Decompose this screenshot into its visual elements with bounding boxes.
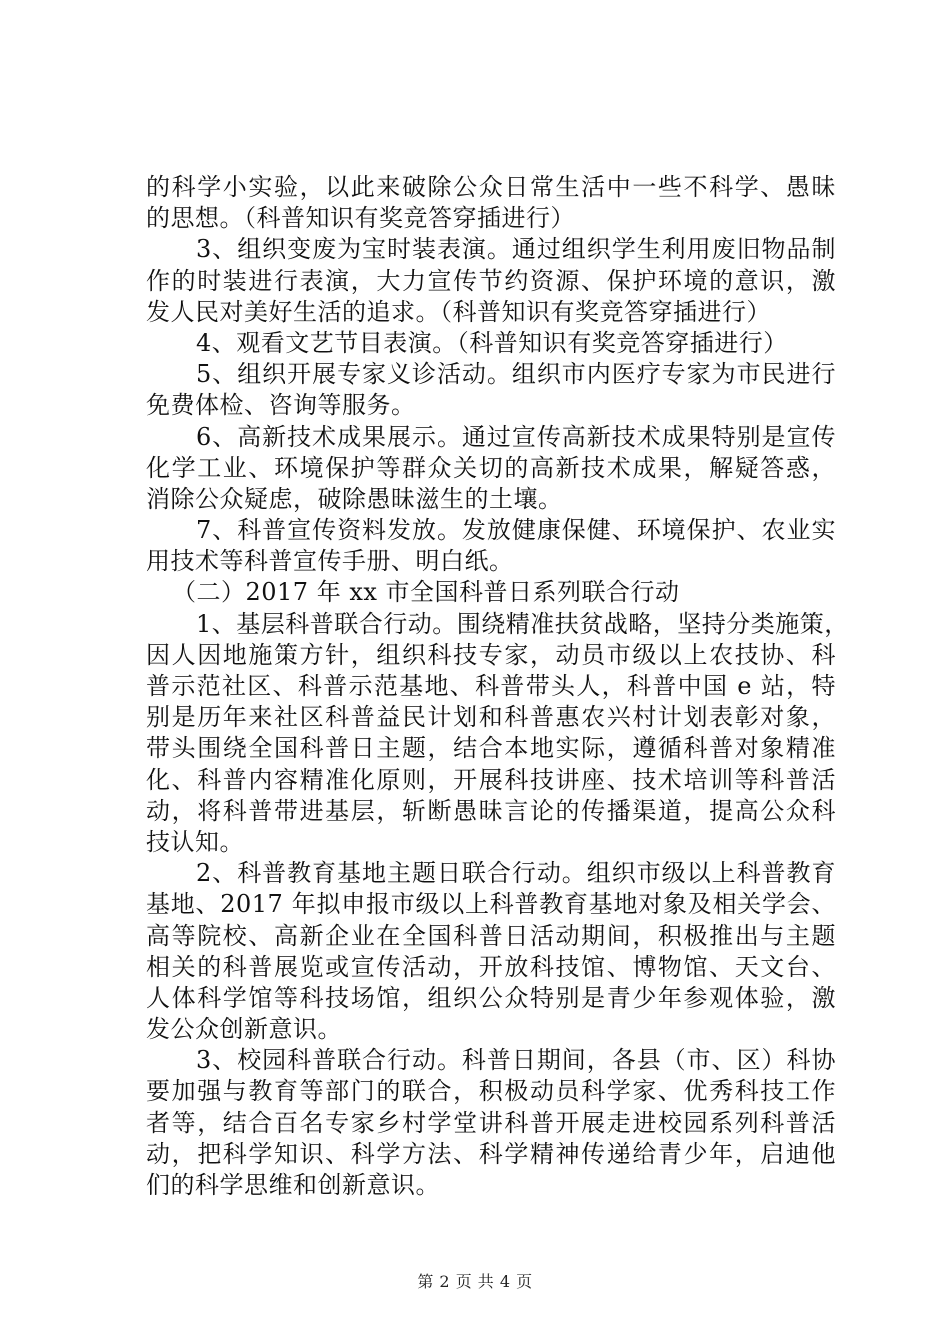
- document-body: [146, 172, 849, 1201]
- text-line: 的科学小实验，以此来破除公众日常生活中一些不科学、愚昧: [146, 173, 836, 201]
- text-line: 2、科普教育基地主题日联合行动。组织市级以上科普教育: [196, 859, 836, 888]
- text-line: 7、科普宣传资料发放。发放健康保健、环境保护、农业实: [196, 516, 836, 545]
- text-line: 因人因地施策方针，组织科技专家，动员市级以上农技协、科: [146, 640, 836, 669]
- text-line: 消除公众疑虑，破除愚昧滋生的土壤。: [146, 484, 563, 513]
- text-line: 人体科学馆等科技场馆，组织公众特别是青少年参观体验，激: [146, 983, 836, 1012]
- text-line: 的思想。（科普知识有奖竞答穿插进行）: [146, 204, 575, 233]
- text-line: 动，将科普带进基层，斩断愚昧言论的传播渠道，提高公众科: [146, 796, 836, 825]
- text-line: 化、科普内容精准化原则，开展科技讲座、技术培训等科普活: [146, 765, 836, 794]
- text-line: 发人民对美好生活的追求。（科普知识有奖竞答穿插进行）: [146, 297, 771, 326]
- text-line: 者等，结合百名专家乡村学堂讲科普开展走进校园系列科普活: [146, 1108, 836, 1137]
- text-line: 3、组织变废为宝时装表演。通过组织学生利用废旧物品制: [196, 235, 836, 264]
- text-line: 发公众创新意识。: [146, 1015, 342, 1044]
- text-line: 普示范社区、科普示范基地、科普带头人，科普中国 e 站，特: [146, 672, 836, 700]
- section-heading: （二）2017 年 xx 市全国科普日系列联合行动: [172, 578, 680, 607]
- text-line: 动，把科学知识、科学方法、科学精神传递给青少年，启迪他: [146, 1139, 836, 1168]
- text-line: 作的时装进行表演，大力宣传节约资源、保护环境的意识，激: [146, 266, 836, 295]
- text-line: 带头围绕全国科普日主题，结合本地实际，遵循科普对象精准: [146, 734, 836, 763]
- text-line: 要加强与教育等部门的联合，积极动员科学家、优秀科技工作: [146, 1077, 836, 1106]
- page-number-footer: 第 2 页 共 4 页: [417, 1272, 533, 1291]
- text-line: 免费体检、咨询等服务。: [146, 391, 416, 420]
- text-line: 们的科学思维和创新意识。: [146, 1171, 440, 1199]
- text-line: 4、观看文艺节目表演。（科普知识有奖竞答穿插进行）: [196, 328, 788, 357]
- text-line: 6、高新技术成果展示。通过宣传高新技术成果特别是宣传: [196, 422, 836, 451]
- text-line: 基地、2017 年拟申报市级以上科普教育基地对象及相关学会、: [146, 890, 836, 919]
- text-line: 化学工业、环境保护等群众关切的高新技术成果，解疑答惑，: [146, 453, 836, 482]
- text-line: 相关的科普展览或宣传活动，开放科技馆、博物馆、天文台、: [146, 952, 836, 981]
- text-line: 高等院校、高新企业在全国科普日活动期间，积极推出与主题: [146, 921, 836, 950]
- text-line: 5、组织开展专家义诊活动。组织市内医疗专家为市民进行: [196, 360, 836, 389]
- text-line: 用技术等科普宣传手册、明白纸。: [146, 547, 514, 576]
- text-line: 3、校园科普联合行动。科普日期间，各县（市、区）科协: [196, 1046, 836, 1075]
- text-line: 1、基层科普联合行动。围绕精准扶贫战略，坚持分类施策，: [196, 609, 849, 638]
- text-line: 技认知。: [146, 827, 244, 856]
- text-line: 别是历年来社区科普益民计划和科普惠农兴村计划表彰对象，: [146, 703, 836, 732]
